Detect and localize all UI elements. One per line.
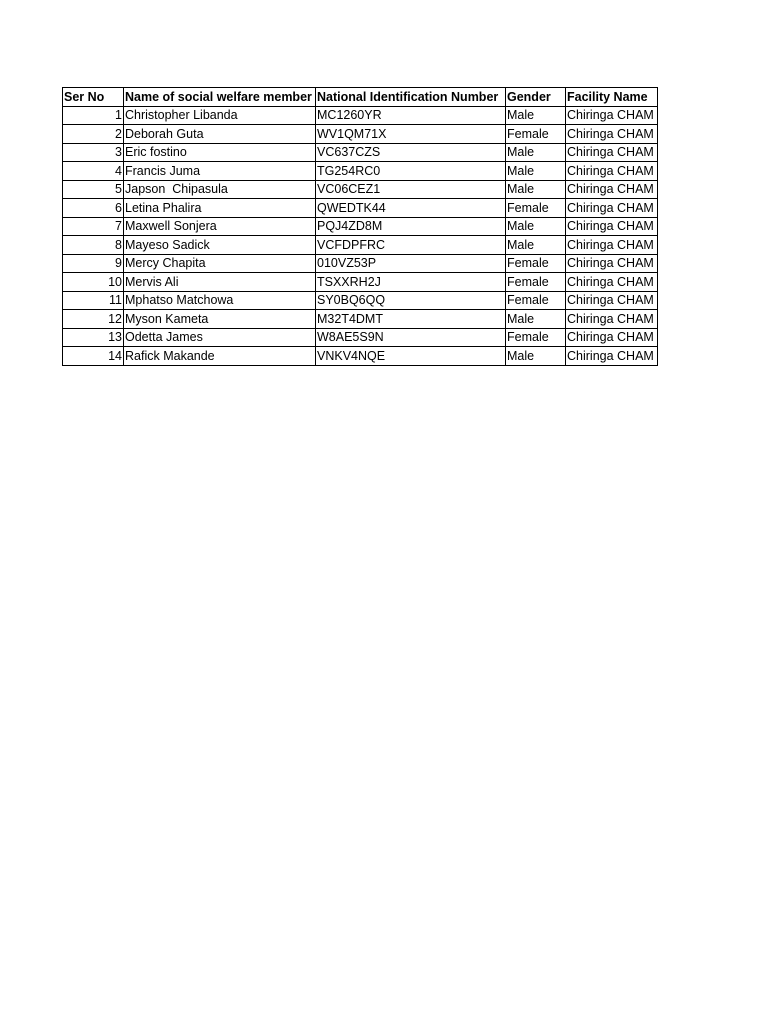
- header-ser-no: Ser No: [63, 88, 124, 107]
- cell-ser-no: 10: [63, 273, 124, 292]
- cell-ser-no: 3: [63, 143, 124, 162]
- cell-ser-no: 12: [63, 310, 124, 329]
- cell-gender: Female: [506, 199, 566, 218]
- cell-member-name: Rafick Makande: [124, 347, 316, 366]
- cell-member-name: Japson Chipasula: [124, 180, 316, 199]
- cell-member-name: Mercy Chapita: [124, 254, 316, 273]
- cell-gender: Female: [506, 254, 566, 273]
- cell-ser-no: 6: [63, 199, 124, 218]
- cell-facility-name: Chiringa CHAM: [566, 236, 658, 255]
- cell-national-id: W8AE5S9N: [316, 328, 506, 347]
- cell-gender: Female: [506, 291, 566, 310]
- cell-ser-no: 5: [63, 180, 124, 199]
- cell-national-id: QWEDTK44: [316, 199, 506, 218]
- cell-facility-name: Chiringa CHAM: [566, 106, 658, 125]
- welfare-members-table: [62, 87, 658, 366]
- cell-ser-no: 7: [63, 217, 124, 236]
- cell-ser-no: 8: [63, 236, 124, 255]
- cell-facility-name: Chiringa CHAM: [566, 143, 658, 162]
- cell-gender: Male: [506, 180, 566, 199]
- cell-facility-name: Chiringa CHAM: [566, 254, 658, 273]
- cell-member-name: Myson Kameta: [124, 310, 316, 329]
- cell-facility-name: Chiringa CHAM: [566, 310, 658, 329]
- cell-facility-name: Chiringa CHAM: [566, 347, 658, 366]
- cell-gender: Male: [506, 106, 566, 125]
- cell-gender: Male: [506, 310, 566, 329]
- cell-facility-name: Chiringa CHAM: [566, 162, 658, 181]
- cell-facility-name: Chiringa CHAM: [566, 180, 658, 199]
- cell-national-id: TSXXRH2J: [316, 273, 506, 292]
- table-row: [63, 143, 658, 162]
- cell-facility-name: Chiringa CHAM: [566, 273, 658, 292]
- table-row: [63, 217, 658, 236]
- cell-facility-name: Chiringa CHAM: [566, 125, 658, 144]
- cell-gender: Male: [506, 236, 566, 255]
- cell-gender: Female: [506, 328, 566, 347]
- cell-national-id: M32T4DMT: [316, 310, 506, 329]
- cell-national-id: VC637CZS: [316, 143, 506, 162]
- cell-member-name: Eric fostino: [124, 143, 316, 162]
- table-row: [63, 236, 658, 255]
- header-row: [63, 88, 658, 107]
- cell-member-name: Maxwell Sonjera: [124, 217, 316, 236]
- cell-ser-no: 1: [63, 106, 124, 125]
- table-row: [63, 180, 658, 199]
- cell-member-name: Christopher Libanda: [124, 106, 316, 125]
- cell-member-name: Mphatso Matchowa: [124, 291, 316, 310]
- table-row: [63, 254, 658, 273]
- cell-ser-no: 13: [63, 328, 124, 347]
- cell-national-id: PQJ4ZD8M: [316, 217, 506, 236]
- cell-member-name: Odetta James: [124, 328, 316, 347]
- table-row: [63, 291, 658, 310]
- cell-national-id: VCFDPFRC: [316, 236, 506, 255]
- cell-gender: Male: [506, 347, 566, 366]
- cell-national-id: MC1260YR: [316, 106, 506, 125]
- cell-member-name: Letina Phalira: [124, 199, 316, 218]
- cell-member-name: Mervis Ali: [124, 273, 316, 292]
- cell-facility-name: Chiringa CHAM: [566, 291, 658, 310]
- table-row: [63, 199, 658, 218]
- cell-member-name: Deborah Guta: [124, 125, 316, 144]
- cell-ser-no: 14: [63, 347, 124, 366]
- cell-national-id: 010VZ53P: [316, 254, 506, 273]
- cell-ser-no: 11: [63, 291, 124, 310]
- table-body: [63, 106, 658, 365]
- header-gender: Gender: [506, 88, 566, 107]
- header-national-id: National Identification Number: [316, 88, 506, 107]
- cell-ser-no: 4: [63, 162, 124, 181]
- cell-ser-no: 9: [63, 254, 124, 273]
- cell-facility-name: Chiringa CHAM: [566, 328, 658, 347]
- table-row: [63, 328, 658, 347]
- table-row: [63, 162, 658, 181]
- table-row: [63, 347, 658, 366]
- cell-member-name: Francis Juma: [124, 162, 316, 181]
- cell-gender: Male: [506, 217, 566, 236]
- header-facility-name: Facility Name: [566, 88, 658, 107]
- cell-member-name: Mayeso Sadick: [124, 236, 316, 255]
- table-row: [63, 273, 658, 292]
- cell-national-id: WV1QM71X: [316, 125, 506, 144]
- cell-national-id: VNKV4NQE: [316, 347, 506, 366]
- cell-gender: Male: [506, 143, 566, 162]
- table-row: [63, 310, 658, 329]
- cell-national-id: VC06CEZ1: [316, 180, 506, 199]
- cell-ser-no: 2: [63, 125, 124, 144]
- cell-gender: Male: [506, 162, 566, 181]
- table-row: [63, 125, 658, 144]
- cell-gender: Female: [506, 125, 566, 144]
- cell-gender: Female: [506, 273, 566, 292]
- cell-facility-name: Chiringa CHAM: [566, 199, 658, 218]
- cell-facility-name: Chiringa CHAM: [566, 217, 658, 236]
- table-row: [63, 106, 658, 125]
- cell-national-id: TG254RC0: [316, 162, 506, 181]
- header-member-name: Name of social welfare member: [124, 88, 316, 107]
- cell-national-id: SY0BQ6QQ: [316, 291, 506, 310]
